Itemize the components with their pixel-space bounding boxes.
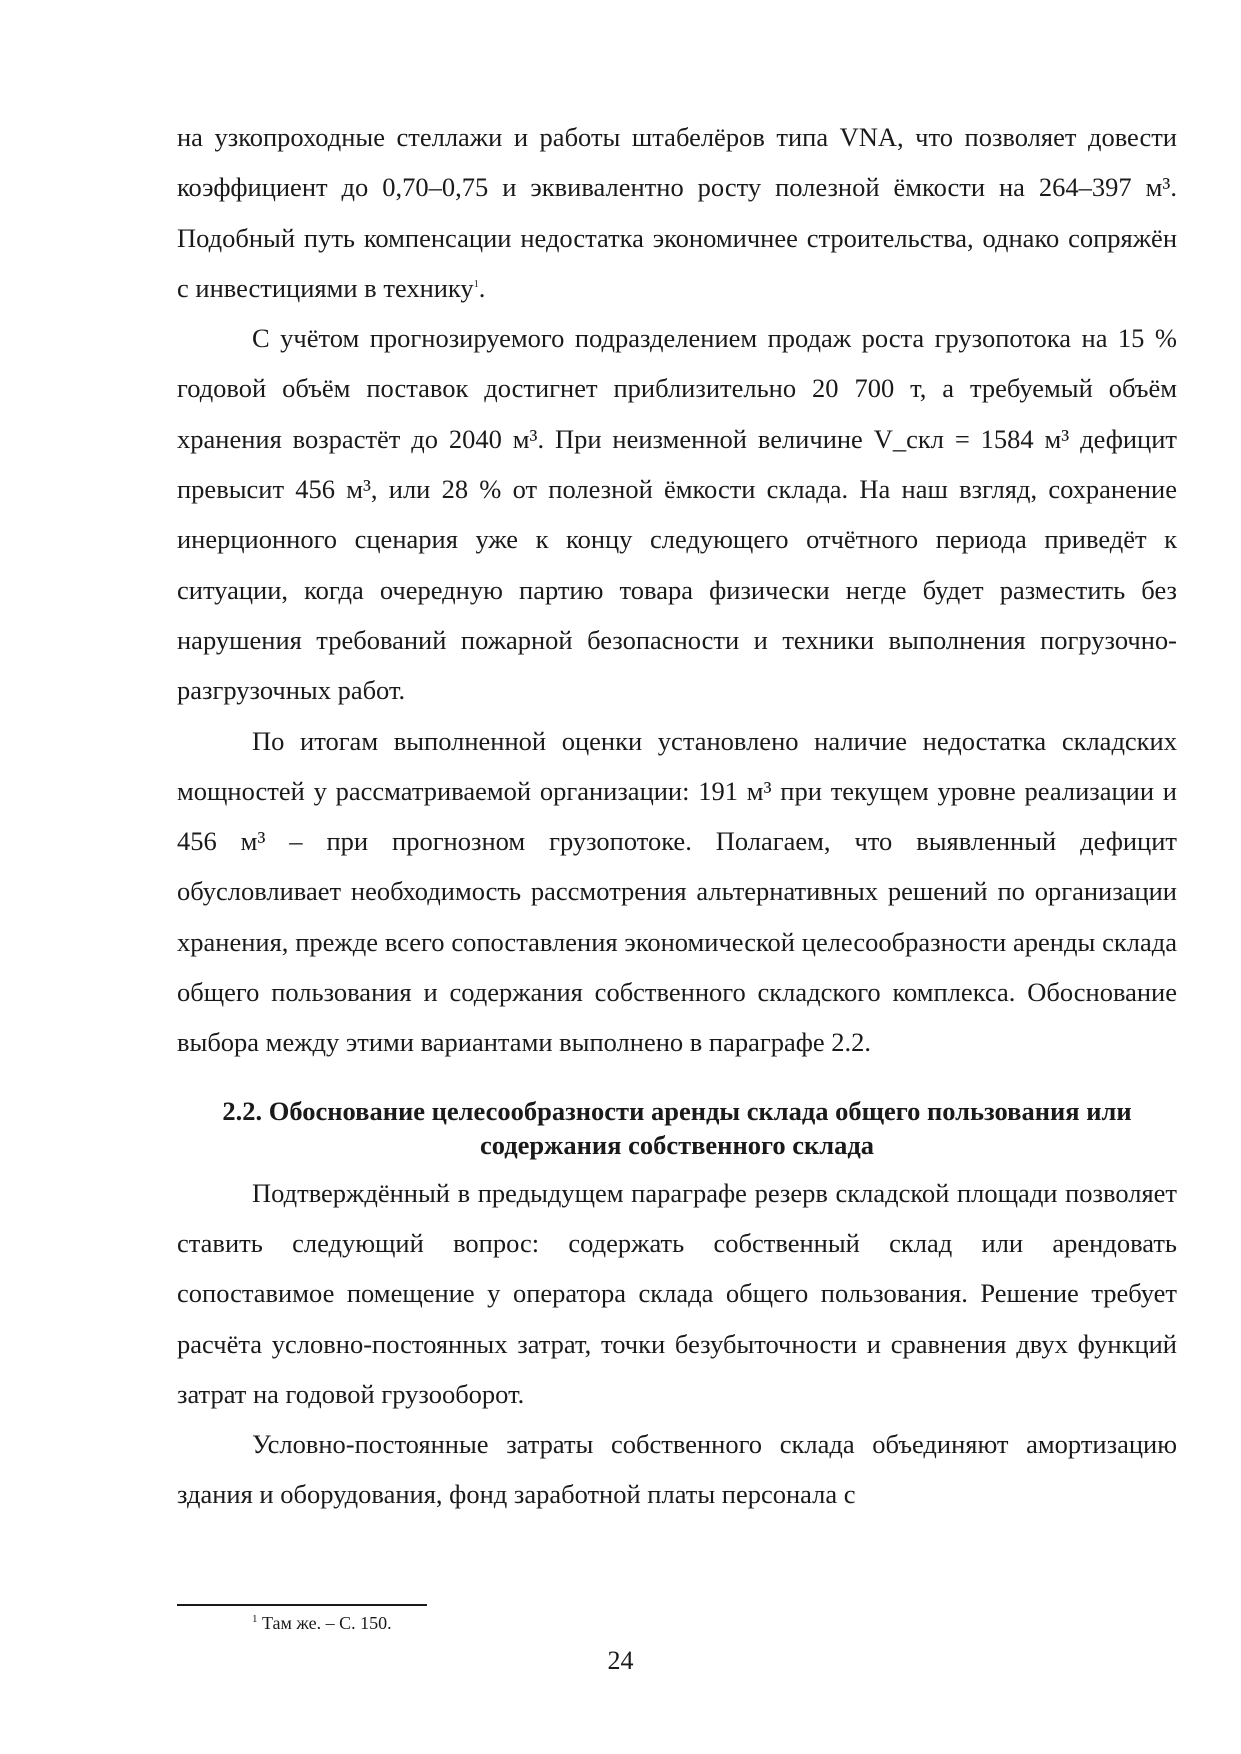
paragraph-5: Условно-постоянные затраты собственного склада объединяют амортизацию здания и оборудования, фонд заработной платы персонала с — [177, 1429, 1177, 1510]
paragraph-2: С учётом прогнозируемого подразделением продаж роста грузопотока на 15 % годовой объём поставок достигнет приблизительно 20 700 т, а требуемый объём хранения возрастёт до 2040 м³. При неизменной величине V_скл = 1584 м³ дефицит превысит 456 м³, или 28 % от полезной ёмкости склада. На наш взгляд, сохранение инерционного сценария уже к концу следующего отчётного периода приведёт к ситуации, когда очередную партию товара физически негде будет разместить без нарушения требований пожарной безопасности и техники выполнения погрузочно-разгрузочных работ. — [177, 323, 1177, 706]
section-heading — [177, 1094, 1177, 1162]
paragraph-4: Подтверждённый в предыдущем параграфе резерв складской площади позволяет ставить следующий вопрос: содержать собственный склад или арендовать сопоставимое помещение у оператора склада общего пользования. Решение требует расчёта условно-постоянных затрат, точки безубыточности и сравнения двух функций затрат на годовой грузооборот. — [177, 1177, 1177, 1409]
footnote-reference[interactable]: 1 — [473, 279, 479, 291]
footnote-separator — [177, 1604, 427, 1606]
footnote-number: 1 — [252, 1613, 258, 1625]
page-body — [177, 112, 1177, 1520]
footnote-text: Там же. – С. 150. — [257, 1613, 392, 1633]
paragraph-1 — [177, 112, 1177, 313]
section-heading-line-1: 2.2. Обоснование целесообразности аренды склада общего пользования или — [222, 1095, 1132, 1126]
paragraph-1-end: . — [478, 272, 486, 303]
paragraph-3: По итогам выполненной оценки установлено наличие недостатка складских мощностей у рассматриваемой организации: 191 м³ при текущем уровне реализации и 456 м³ – при прогнозном грузопотоке. Полагаем, что выявленный дефицит обусловливает необходимость рассмотрения альтернативных решений по организации хранения, прежде всего сопоставления экономической целесообразности аренды склада общего пользования и содержания собственного складского комплекса. Обоснование выбора между этими вариантами выполнено в параграфе 2.2. — [177, 725, 1177, 1058]
footnote — [252, 1612, 392, 1634]
page-number: 24 — [607, 1646, 634, 1675]
section-heading-line-2: содержания собственного склада — [479, 1129, 875, 1160]
paragraph-1-text: на узкопроходные стеллажи и работы штабелёров типа VNA, что позволяет довести коэффициент до 0,70–0,75 и эквивалентно росту полезной ёмкости на 264–397 м³. Подобный путь компенсации недостатка экономичнее строительства, однако сопряжён с инвестициями в технику — [177, 122, 1177, 303]
